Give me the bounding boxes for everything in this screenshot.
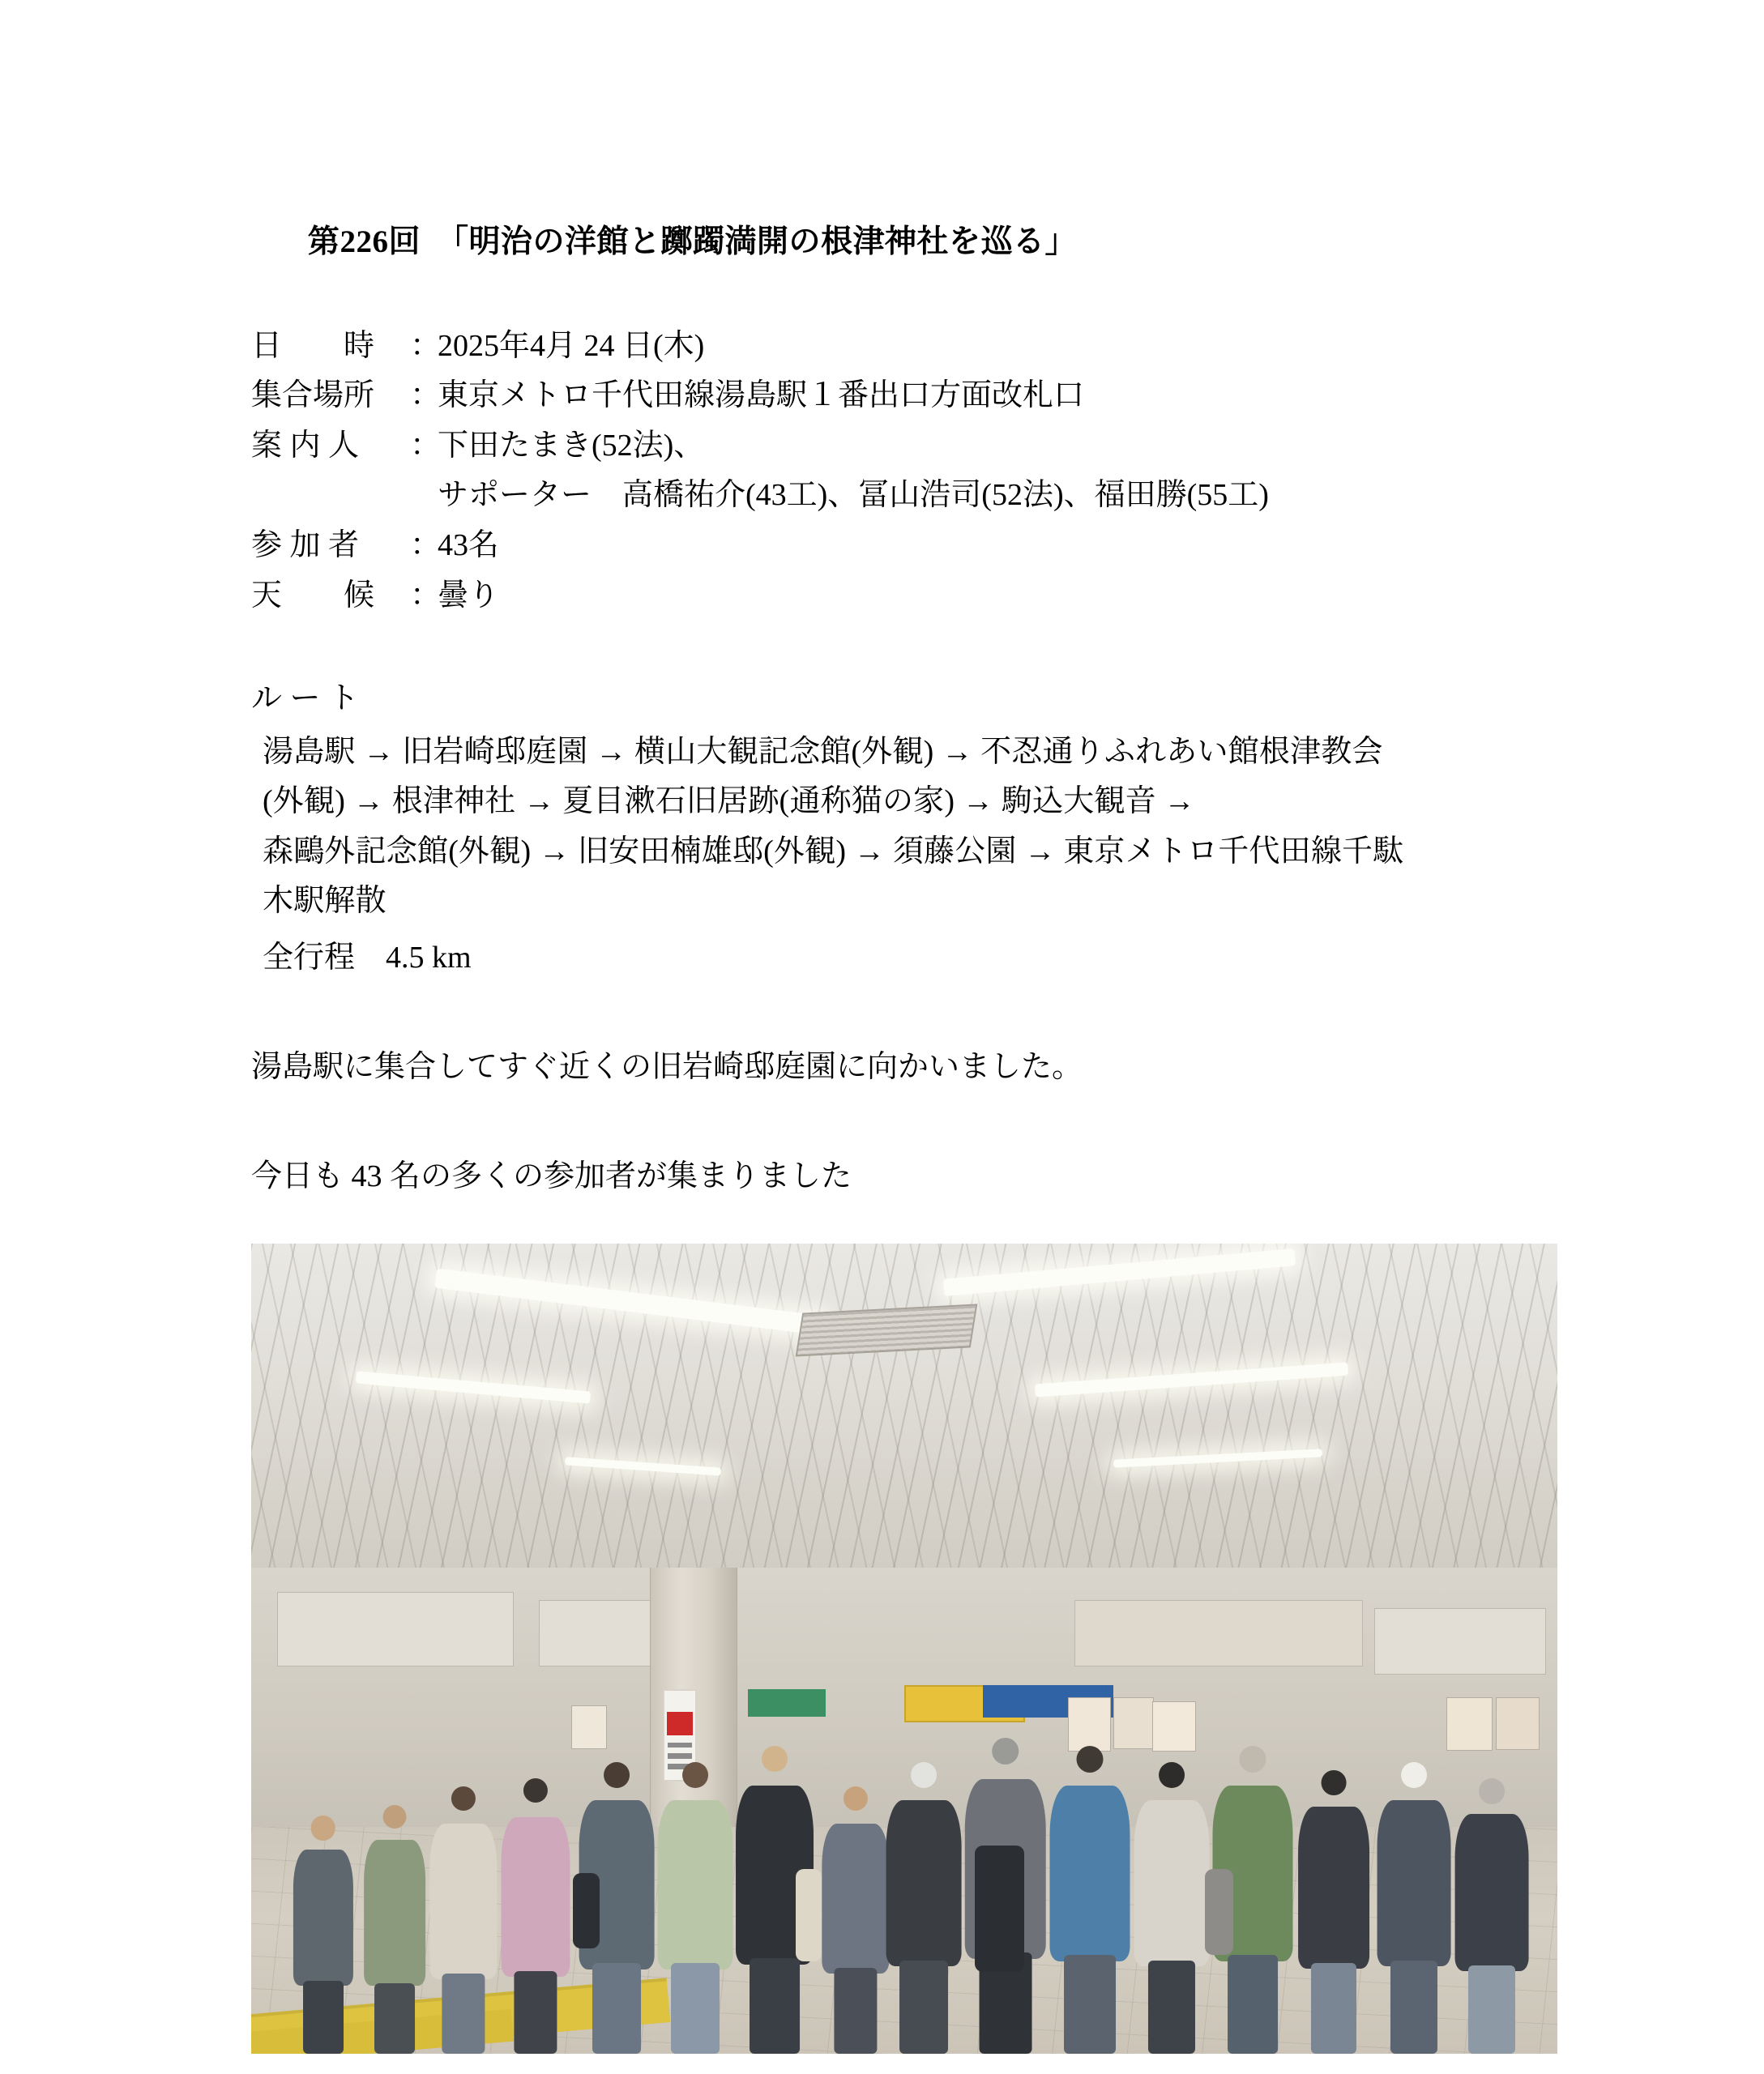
route-total-distance: 全行程 4.5 km bbox=[263, 940, 472, 975]
wall-poster bbox=[1496, 1697, 1540, 1750]
info-value-date: 2025年4月 24 日(木) bbox=[438, 328, 705, 363]
person-figure bbox=[1453, 1778, 1531, 2054]
person-figure bbox=[578, 1762, 656, 2054]
person-figure bbox=[885, 1762, 963, 2054]
person-figure bbox=[656, 1762, 735, 2054]
info-label-guide: 案 内 人 bbox=[251, 428, 360, 463]
route-line: 森鷗外記念館(外観) → 旧安田楠雄邸(外観) → 須藤公園 → 東京メトロ千代田線千駄 bbox=[263, 834, 1404, 868]
info-colon-date: ： bbox=[410, 328, 442, 363]
wall-panel bbox=[277, 1592, 514, 1666]
wall-poster bbox=[1113, 1697, 1154, 1749]
page-title: 第226回 「明治の洋館と躑躅満開の根津神社を巡る」 bbox=[308, 224, 1078, 259]
person-figure bbox=[963, 1738, 1049, 2054]
photo-scene bbox=[251, 1244, 1557, 2054]
person-figure bbox=[819, 1786, 891, 2054]
wall-poster bbox=[1152, 1701, 1196, 1752]
info-colon-weather: ： bbox=[410, 578, 442, 612]
wall-panel bbox=[1374, 1608, 1546, 1675]
shoulder-bag bbox=[1205, 1869, 1233, 1955]
paragraph-intro: 湯島駅に集合してすぐ近くの旧岩崎邸庭園に向かいました。 bbox=[251, 1050, 1083, 1085]
info-label-weather: 天 候 bbox=[251, 578, 375, 612]
person-figure bbox=[1133, 1762, 1211, 2054]
document-content bbox=[251, 0, 1564, 2054]
person-figure bbox=[428, 1786, 500, 2054]
info-colon-participants: ： bbox=[410, 527, 442, 562]
route-heading: ル ー ト bbox=[251, 681, 360, 716]
person-figure bbox=[499, 1778, 571, 2054]
info-colon-meeting-place: ： bbox=[410, 378, 442, 413]
route-line: 湯島駅 → 旧岩崎邸庭園 → 横山大観記念館(外観) → 不忍通りふれあい館根津教会 bbox=[263, 734, 1383, 769]
info-row-date bbox=[251, 322, 1564, 372]
backpack bbox=[975, 1846, 1024, 1972]
wall-poster bbox=[1068, 1697, 1112, 1752]
info-label-date: 日 時 bbox=[251, 328, 375, 363]
person-figure bbox=[1211, 1746, 1295, 2054]
station-sign-green bbox=[748, 1689, 826, 1717]
photo-station-gathering bbox=[251, 1244, 1557, 2054]
stop-label bbox=[667, 1712, 693, 1735]
info-indent-spacer bbox=[251, 471, 438, 521]
info-label-meeting-place: 集合場所 bbox=[251, 378, 375, 413]
wall-poster bbox=[1446, 1697, 1493, 1751]
info-value-weather: 曇り bbox=[438, 578, 500, 612]
sign-bar bbox=[668, 1743, 691, 1748]
info-value-supporters: サポーター 高橋祐介(43工)、冨山浩司(52法)、福田勝(55工) bbox=[438, 478, 1269, 513]
route-line: (外観) → 根津神社 → 夏目漱石旧居跡(通称猫の家) → 駒込大観音 → bbox=[263, 784, 1195, 819]
info-value-meeting-place: 東京メトロ千代田線湯島駅１番出口方面改札口 bbox=[438, 378, 1085, 413]
info-value-participants: 43名 bbox=[438, 527, 500, 562]
shoulder-bag bbox=[573, 1873, 600, 1949]
person-figure bbox=[1296, 1770, 1372, 2054]
route-line: 木駅解散 bbox=[263, 884, 387, 919]
info-value-guide: 下田たまき(52法)、 bbox=[438, 428, 705, 463]
person-figure bbox=[734, 1746, 815, 2054]
person-figure bbox=[290, 1811, 356, 2054]
route-lines bbox=[251, 728, 1564, 927]
info-row-guide bbox=[251, 421, 1564, 472]
info-row-participants bbox=[251, 521, 1564, 571]
wall-panel bbox=[1074, 1600, 1364, 1666]
ceiling bbox=[251, 1244, 1557, 1592]
sign-bar bbox=[668, 1753, 691, 1759]
person-figure bbox=[1374, 1762, 1453, 2054]
route-block bbox=[251, 674, 1564, 983]
wall-poster bbox=[571, 1705, 607, 1749]
tote-bag bbox=[796, 1869, 822, 1961]
person-figure bbox=[362, 1803, 428, 2054]
info-label-participants: 参 加 者 bbox=[251, 527, 360, 562]
info-row-meeting-place bbox=[251, 371, 1564, 421]
person-figure bbox=[1048, 1746, 1131, 2054]
paragraph-photo-caption: 今日も 43 名の多くの参加者が集まりました bbox=[251, 1159, 852, 1194]
info-row-weather bbox=[251, 571, 1564, 621]
info-colon-guide: ： bbox=[410, 428, 442, 463]
info-block bbox=[251, 322, 1564, 621]
info-row-supporters bbox=[251, 471, 1564, 521]
ceiling-panel-lines-cross bbox=[251, 1244, 1557, 1592]
